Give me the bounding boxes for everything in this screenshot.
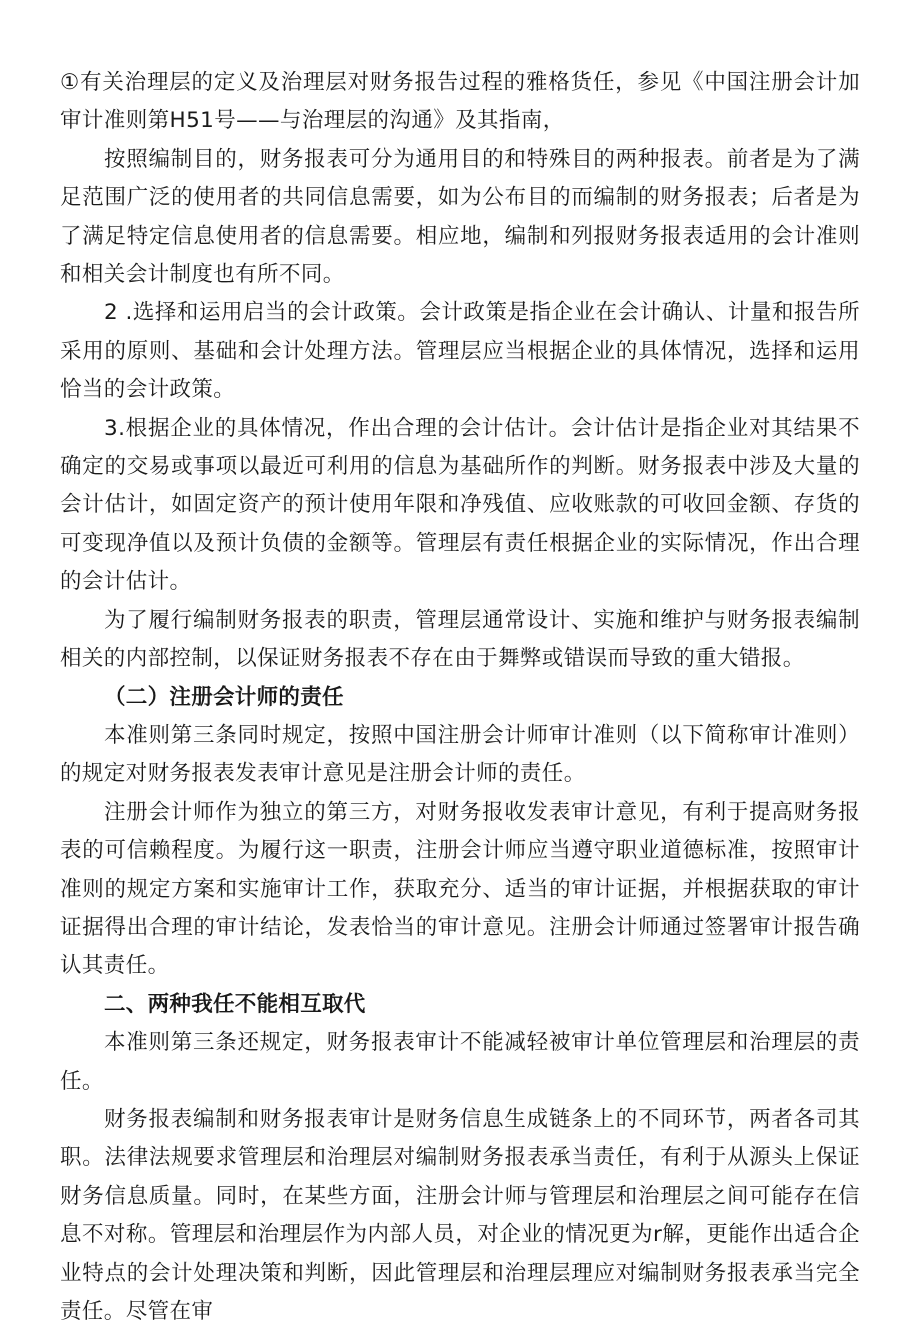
body-paragraph: 本准则第三条还规定，财务报表审计不能减轻被审计单位管理层和治理层的责任。 [60, 1030, 860, 1094]
body-paragraph: 2 .选择和运用启当的会计政策。会计政策是指企业在会计确认、计量和报告所采用的原则、基础和会计处理方法。管理层应当根据企业的具体情况，选择和运用恰当的会计政策。 [60, 300, 860, 403]
document-page [60, 64, 860, 1331]
footnote-paragraph: ①有关治理层的定义及治理层对财务报告过程的雅格货任，参见《中国注册会计加审计准则第H51号——与治理层的沟通》及其指南， [60, 70, 860, 134]
body-paragraph: 本准则第三条同时规定，按照中国注册会计师审计准则（以下简称审计准则）的规定对财务报表发表审计意见是注册会计师的责任。 [60, 722, 860, 787]
body-paragraph: 财务报表编制和财务报表审计是财务信息生成链条上的不同环节，两者各司其职。法律法规要求管理层和治理层对编制财务报表承当责任，有利于从源头上保证财务信息质量。同时，在某些方面，注册会计师与管理层和治理层之间可能存在信息不对称。管理层和治理层作为内部人员，对企业的情况更为r解，更能作出适合企业特点的会计处理决策和判断，因此管理层和治理层理应对编制财务报表承当完全责任。尽管在审 [60, 1106, 860, 1324]
section-heading: 二、两种我任不能相互取代 [104, 991, 366, 1017]
body-paragraph: 注册会计师作为独立的第三方，对财务报收发表审计意见，有利于提高财务报表的可信赖程度。为履行这一职责，注册会计师应当遵守职业道德标准，按照审计准则的规定方案和实施审计工作，获取充分、适当的审计证据，并根据获取的审计证据得出合理的审计结论，发表恰当的审计意见。注册会计师通过签署审计报告确认其责任。 [60, 799, 860, 979]
section-heading: （二）注册会计师的责任 [104, 684, 344, 710]
body-paragraph: 按照编制目的，财务报表可分为通用目的和特殊目的两种报表。前者是为了满足范围广泛的使用者的共同信息需要，如为公布目的而编制的财务报表；后者是为了满足特定信息使用者的信息需要。相应地，编制和列报财务报表适用的会计准则和相关会计制度也有所不同。 [60, 146, 860, 288]
body-paragraph: 3.根据企业的具体情况，作出合理的会计估计。会计估计是指企业对其结果不确定的交易或事项以最近可利用的信息为基础所作的判断。财务报表中涉及大量的会计估计，如固定资产的预计使用年限和净残值、应收账款的可收回金额、存货的可变现净值以及预计负债的金额等。管理层有责任根据企业的实际情况，作出合理的会计估计。 [60, 415, 860, 595]
body-paragraph: 为了履行编制财务报表的职责，管理层通常设计、实施和维护与财务报表编制相关的内部控制，以保证财务报表不存在由于舞弊或错误而导致的重大错报。 [60, 607, 860, 672]
